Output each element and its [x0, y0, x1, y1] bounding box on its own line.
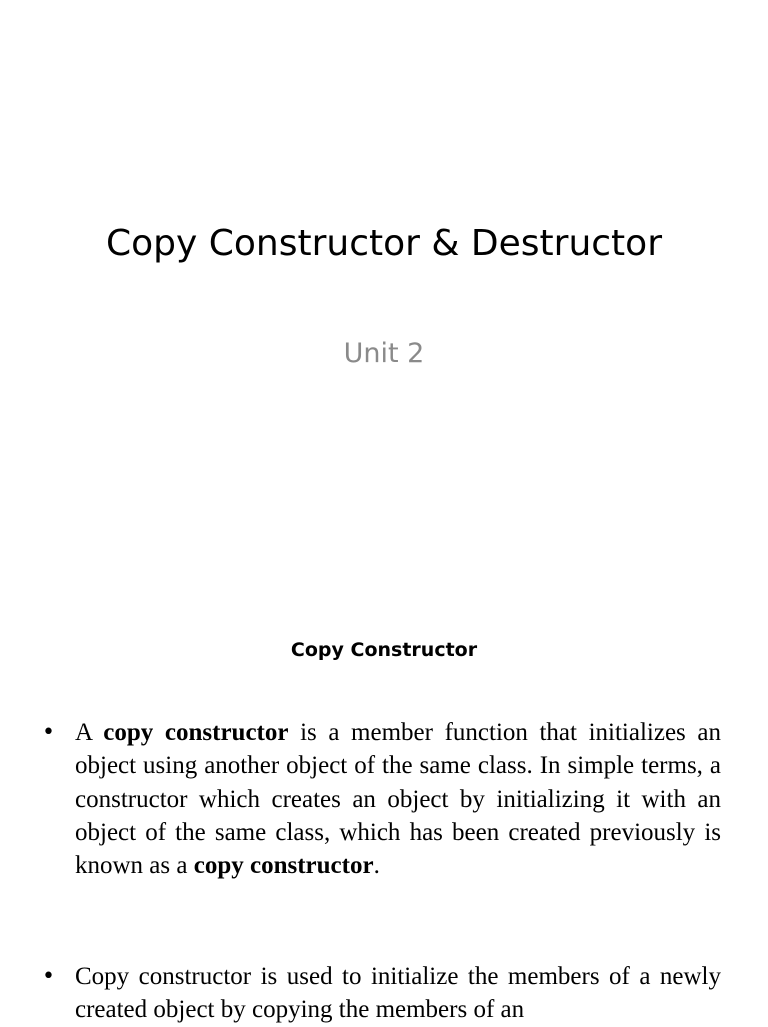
- bullet-text: [75, 716, 721, 882]
- slide-subtitle: Unit 2: [343, 338, 425, 369]
- bullet-text: Copy constructor is used to initialize the members of a newly created object by copying the members of an: [75, 963, 721, 1024]
- bullet-text-run: A: [75, 719, 104, 746]
- bullet-marker: •: [42, 720, 55, 745]
- section-heading: Copy Constructor: [290, 639, 478, 661]
- slide-title: Copy Constructor & Destructor: [105, 223, 662, 264]
- bullet-text-run: is a member function that initializes an object using another object of the same class. In simple terms, a constructor which creates an object by initializing it with an object of the same class, which has been created previously is known as a: [75, 719, 721, 880]
- bullet-bold-term: copy constructor: [193, 852, 374, 880]
- bullet-text-run: .: [373, 852, 380, 880]
- bullet-marker: •: [42, 964, 55, 989]
- bullet-bold-term: copy constructor: [103, 719, 289, 746]
